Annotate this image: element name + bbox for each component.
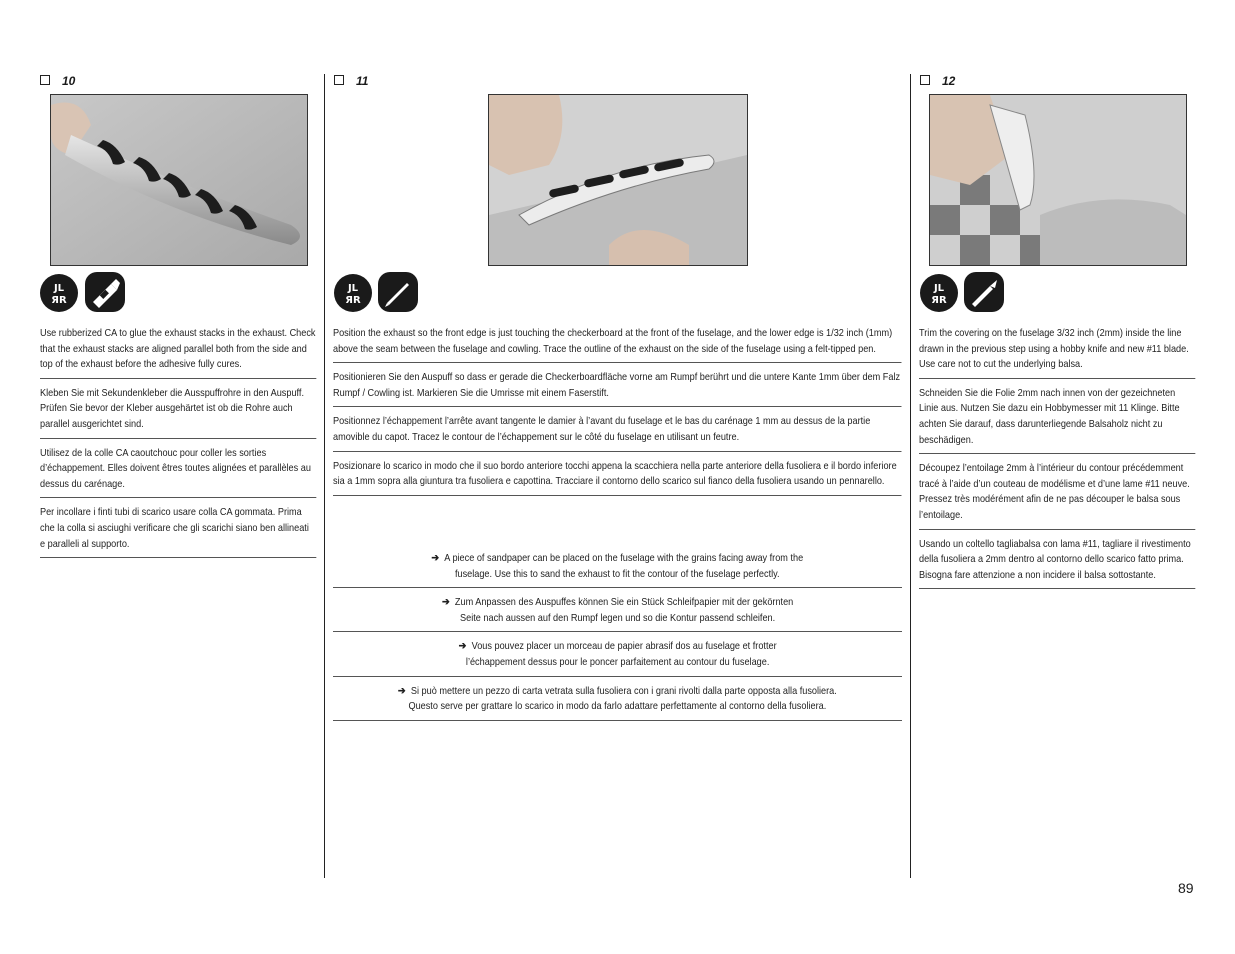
pen-icon — [378, 272, 418, 312]
step-11-header — [334, 74, 368, 88]
svg-text:JL: JL — [347, 283, 359, 294]
svg-text:ЯR: ЯR — [345, 295, 361, 306]
time-symbol-icon — [334, 274, 372, 312]
checkbox-icon — [920, 75, 930, 85]
paragraph-en: Use rubberized CA to glue the exhaust stacks in the exhaust. Check that the exhaust stacks are aligned parallel both from the side and top of the exhaust before the adhesive fully cures. — [40, 326, 316, 379]
tip-line: Questo serve per grattare lo scarico in modo da farlo adattare perfettamente al contorno della fusoliera. — [408, 701, 827, 713]
step-12-photo — [929, 94, 1187, 266]
tip-line: fuselage. Use this to sand the exhaust to fit the contour of the fuselage perfectly. — [455, 568, 780, 580]
step-11-text — [333, 326, 902, 503]
time-symbol-top: JL — [53, 283, 65, 294]
tip-line: Seite nach aussen auf den Rumpf legen und so die Kontur passend schleifen. — [459, 612, 776, 624]
paragraph-en: Trim the covering on the fuselage 3/32 inch (2mm) inside the line drawn in the previous step using a hobby knife and new #11 blade. Use care not to cut the underlying balsa. — [919, 326, 1195, 379]
step-12-header — [920, 74, 955, 88]
checkbox-icon — [40, 75, 50, 85]
time-symbol-icon — [40, 274, 78, 312]
paragraph-en: Position the exhaust so the front edge is just touching the checkerboard at the front of the fuselage, and the lower edge is 1/32 inch (1mm) above the seam between the fuselage and cowling. Trace the outline of the exhaust on the side of the fuselage using a felt-tipped pen. — [333, 326, 902, 363]
page-number: 89 — [1178, 880, 1194, 896]
step-11-tips — [333, 551, 902, 728]
step-10-text — [40, 326, 316, 565]
tip-line: Vous pouvez placer un morceau de papier abrasif dos au fuselage et frotter — [471, 641, 777, 653]
tip-line: l’échappement dessus pour le poncer parfaitement au contour du fuselage. — [465, 656, 770, 668]
paragraph-de: Positionieren Sie den Auspuff so dass er gerade die Checkerboardfläche vorne am Rumpf berührt und die untere Kante 1mm über dem Falz Rumpf / Cowling ist. Markieren Sie die Umrisse mit einem Faserstift. — [333, 370, 902, 407]
paragraph-de: Kleben Sie mit Sekundenkleber die Ausspuffrohre in den Auspuff. Prüfen Sie bevor der Kleber ausgehärtet ist ob die Rohre auch parallel ausgerichtet sind. — [40, 386, 316, 439]
step-10-header — [40, 74, 75, 88]
svg-text:ЯR: ЯR — [931, 295, 947, 306]
time-symbol-icon — [920, 274, 958, 312]
svg-text:JL: JL — [933, 283, 945, 294]
step-number: 10 — [62, 74, 76, 88]
hobby-knife-icon — [964, 272, 1004, 312]
paragraph-it: Usando un coltello tagliabalsa con lama #11, tagliare il rivestimento della fusoliera a 2mm dentro al contorno dello scarico fatto prima. Bisogna fare attenzione a non incidere il balsa sottostante. — [919, 537, 1195, 590]
checkbox-icon — [334, 75, 344, 85]
arrow-icon: ➔ — [431, 553, 440, 564]
tip-line: Zum Anpassen des Auspuffes können Sie ein Stück Schleifpapier mit der gekörnten — [454, 597, 794, 609]
paragraph-de: Schneiden Sie die Folie 2mm nach innen von der gezeichneten Linie aus. Nutzen Sie dazu ein Hobbymesser mit 11 Klinge. Bitte achten Sie darauf, dass darunterliegende Balsaholz nicht zu beschädigen. — [919, 386, 1195, 454]
step-10-photo — [50, 94, 308, 266]
paragraph-fr: Découpez l’entoilage 2mm à l’intérieur du contour précédemment tracé à l’aide d’un couteau de modélisme et d’une lame #11 neuve. Pressez très modérément afin de ne pas découper le balsa sous l’entoilage. — [919, 461, 1195, 529]
time-symbol-bottom: ЯR — [51, 295, 67, 306]
tip-line: Si può mettere un pezzo di carta vetrata sulla fusoliera con i grani rivolti dalla parte opposta alla fusoliera. — [411, 685, 837, 697]
step-number: 11 — [356, 74, 369, 88]
step-11-photo — [488, 94, 748, 266]
arrow-icon: ➔ — [398, 685, 406, 697]
tip-de — [333, 595, 902, 632]
glue-bottle-icon — [85, 272, 125, 312]
arrow-icon: ➔ — [458, 641, 467, 653]
arrow-icon: ➔ — [441, 597, 450, 609]
tip-en — [333, 551, 902, 588]
paragraph-it: Posizionare lo scarico in modo che il suo bordo anteriore tocchi appena la scacchiera nella parte anteriore della fusoliera e il bordo inferiore sia a 1mm sopra alla giuntura tra fusoliera e capottina. Tracciare il contorno dello scarico sul fianco della fusoliera usando un pennarello. — [333, 459, 902, 496]
step-12-text — [919, 326, 1195, 596]
column-divider — [910, 74, 911, 878]
paragraph-fr: Utilisez de la colle CA caoutchouc pour coller les sorties d’échappement. Elles doivent êtres toutes alignées et parallèles au dessus du carénage. — [40, 446, 316, 499]
paragraph-fr: Positionnez l’échappement l’arrête avant tangente le damier à l’avant du fuselage et le bas du carénage 1 mm au dessus de la partie amovible du capot. Tracez le contour de l’échappement sur le côté du fuselage en utilisant un feutre. — [333, 414, 902, 451]
tip-fr — [333, 639, 902, 676]
step-number: 12 — [942, 74, 956, 88]
column-divider — [324, 74, 325, 878]
paragraph-it: Per incollare i finti tubi di scarico usare colla CA gommata. Prima che la colla si asciughi verificare che gli scarichi siano ben allineati e paralleli al supporto. — [40, 505, 316, 558]
tip-it — [333, 684, 902, 721]
tip-line: A piece of sandpaper can be placed on the fuselage with the grains facing away from the — [444, 553, 804, 564]
